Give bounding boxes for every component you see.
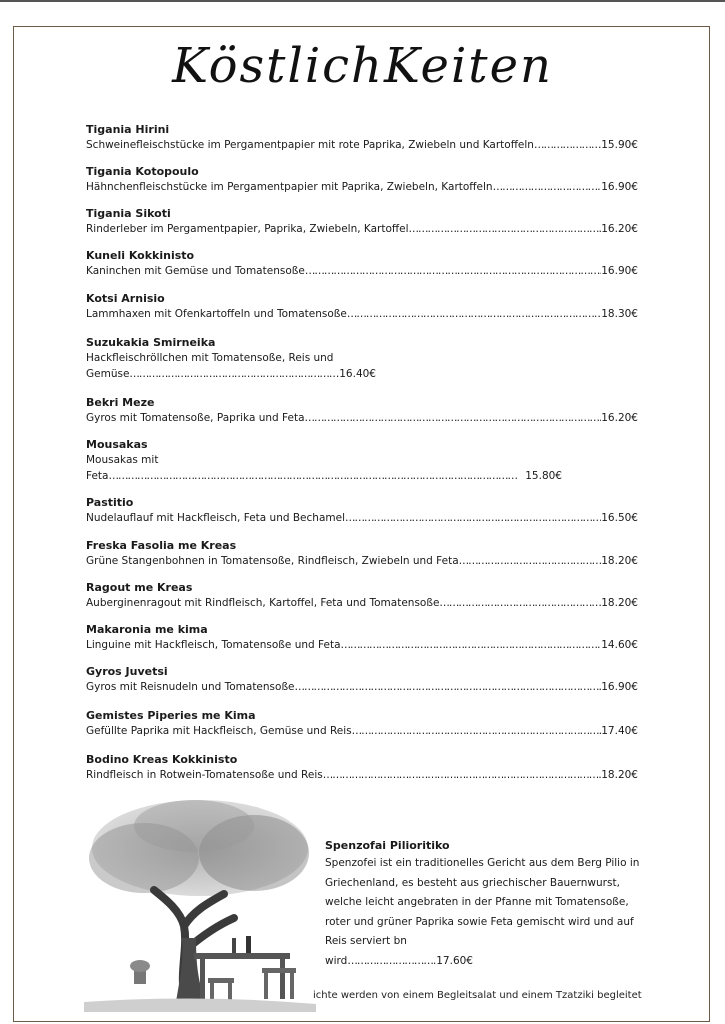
item-price: 15.80€	[525, 470, 562, 482]
item-name: Bekri Meze	[86, 396, 155, 409]
item-name: Tigania Sikoti	[86, 207, 171, 220]
item-description: Hackfleischröllchen mit Tomatensoße, Reis und	[86, 352, 334, 364]
special-dish-description: Spenzofei ist ein traditionelles Gericht aus dem Berg Pilio in Griechenland, es besteht aus griechischer Bauernwurst, welche leicht angebraten in der Pfanne mit Tomatensoße, roter und grüner Paprika sowie Feta gemischt wird und auf Reis serviert bn	[325, 857, 640, 947]
menu-item	[86, 664, 646, 695]
item-price: 16.20€	[601, 223, 638, 235]
special-dish-price: 17.60€	[436, 954, 473, 967]
item-description: Mousakas mit	[86, 454, 159, 466]
item-price: 14.60€	[601, 639, 638, 651]
item-price: 18.20€	[601, 555, 638, 567]
item-description: Linguine mit Hackfleisch, Tomatensoße und Feta	[86, 639, 341, 651]
item-name: Makaronia me kima	[86, 623, 208, 636]
item-name: Mousakas	[86, 438, 148, 451]
menu-item	[86, 291, 646, 322]
item-description: Hähnchenfleischstücke im Pergamentpapier mit Paprika, Zwiebeln, Kartoffeln	[86, 181, 493, 193]
item-price: 16.90€	[601, 265, 638, 277]
item-description: Gyros mit Reisnudeln und Tomatensoße	[86, 681, 295, 693]
item-description: Grüne Stangenbohnen in Tomatensoße, Rindfleisch, Zwiebeln und Feta	[86, 555, 459, 567]
menu-item	[86, 206, 646, 237]
item-description: Gefüllte Paprika mit Hackfleisch, Gemüse und Reis	[86, 725, 352, 737]
item-name: Bodino Kreas Kokkinisto	[86, 753, 238, 766]
special-dish-description-end: wird	[325, 954, 348, 967]
item-price: 16.50€	[601, 512, 638, 524]
item-description-continued: Gemüse	[86, 368, 130, 380]
item-description-continued: Feta	[86, 470, 109, 482]
item-price: 18.20€	[601, 597, 638, 609]
item-price: 17.40€	[601, 725, 638, 737]
menu-item	[86, 752, 646, 783]
item-price: 16.90€	[601, 181, 638, 193]
menu-item	[86, 622, 646, 653]
item-description: Rinderleber im Pergamentpapier, Paprika, Zwiebeln, Kartoffel	[86, 223, 409, 235]
item-name: Tigania Hirini	[86, 123, 170, 136]
item-price: 15.90€	[601, 139, 638, 151]
special-dish-name: Spenzofai Pilioritiko	[325, 839, 450, 852]
menu-item	[86, 164, 646, 195]
item-name: Freska Fasolia me Kreas	[86, 539, 237, 552]
menu-item	[86, 122, 646, 153]
menu-item	[86, 708, 646, 739]
item-name: Gemistes Piperies me Kima	[86, 709, 256, 722]
item-price: 16.40€	[339, 368, 376, 380]
olive-tree-illustration	[84, 798, 316, 1012]
item-price: 16.20€	[601, 412, 638, 424]
item-name: Kotsi Arnisio	[86, 292, 165, 305]
special-dish	[325, 838, 645, 971]
item-price: 18.20€	[601, 769, 638, 781]
menu-item	[86, 538, 646, 569]
menu-item	[86, 437, 646, 484]
item-description: Lammhaxen mit Ofenkartoffeln und Tomatensoße	[86, 308, 347, 320]
top-border-line	[0, 0, 725, 2]
item-name: Pastitio	[86, 496, 134, 509]
page-title: KöstlichKeiten	[172, 38, 553, 94]
item-description: Gyros mit Tomatensoße, Paprika und Feta	[86, 412, 305, 424]
menu-item	[86, 248, 646, 279]
item-name: Suzukakia Smirneika	[86, 336, 216, 349]
item-description: Rindfleisch in Rotwein-Tomatensoße und Reis	[86, 769, 323, 781]
item-name: Ragout me Kreas	[86, 581, 193, 594]
menu-item	[86, 580, 646, 611]
footer-note: ichte werden von einem Begleitsalat und einem Tzatziki begleitet	[313, 990, 642, 1001]
menu-item	[86, 335, 646, 382]
item-name: Gyros Juvetsi	[86, 665, 168, 678]
item-description: Nudelauflauf mit Hackfleisch, Feta und Bechamel	[86, 512, 345, 524]
item-description: Kaninchen mit Gemüse und Tomatensoße	[86, 265, 305, 277]
item-description: Auberginenragout mit Rindfleisch, Kartoffel, Feta und Tomatensoße	[86, 597, 440, 609]
item-name: Kuneli Kokkinisto	[86, 249, 195, 262]
menu-item	[86, 395, 646, 426]
item-description: Schweinefleischstücke im Pergamentpapier mit rote Paprika, Zwiebeln und Kartoffeln	[86, 139, 534, 151]
item-price: 16.90€	[601, 681, 638, 693]
item-price: 18.30€	[601, 308, 638, 320]
menu-item	[86, 495, 646, 526]
item-name: Tigania Kotopoulo	[86, 165, 199, 178]
